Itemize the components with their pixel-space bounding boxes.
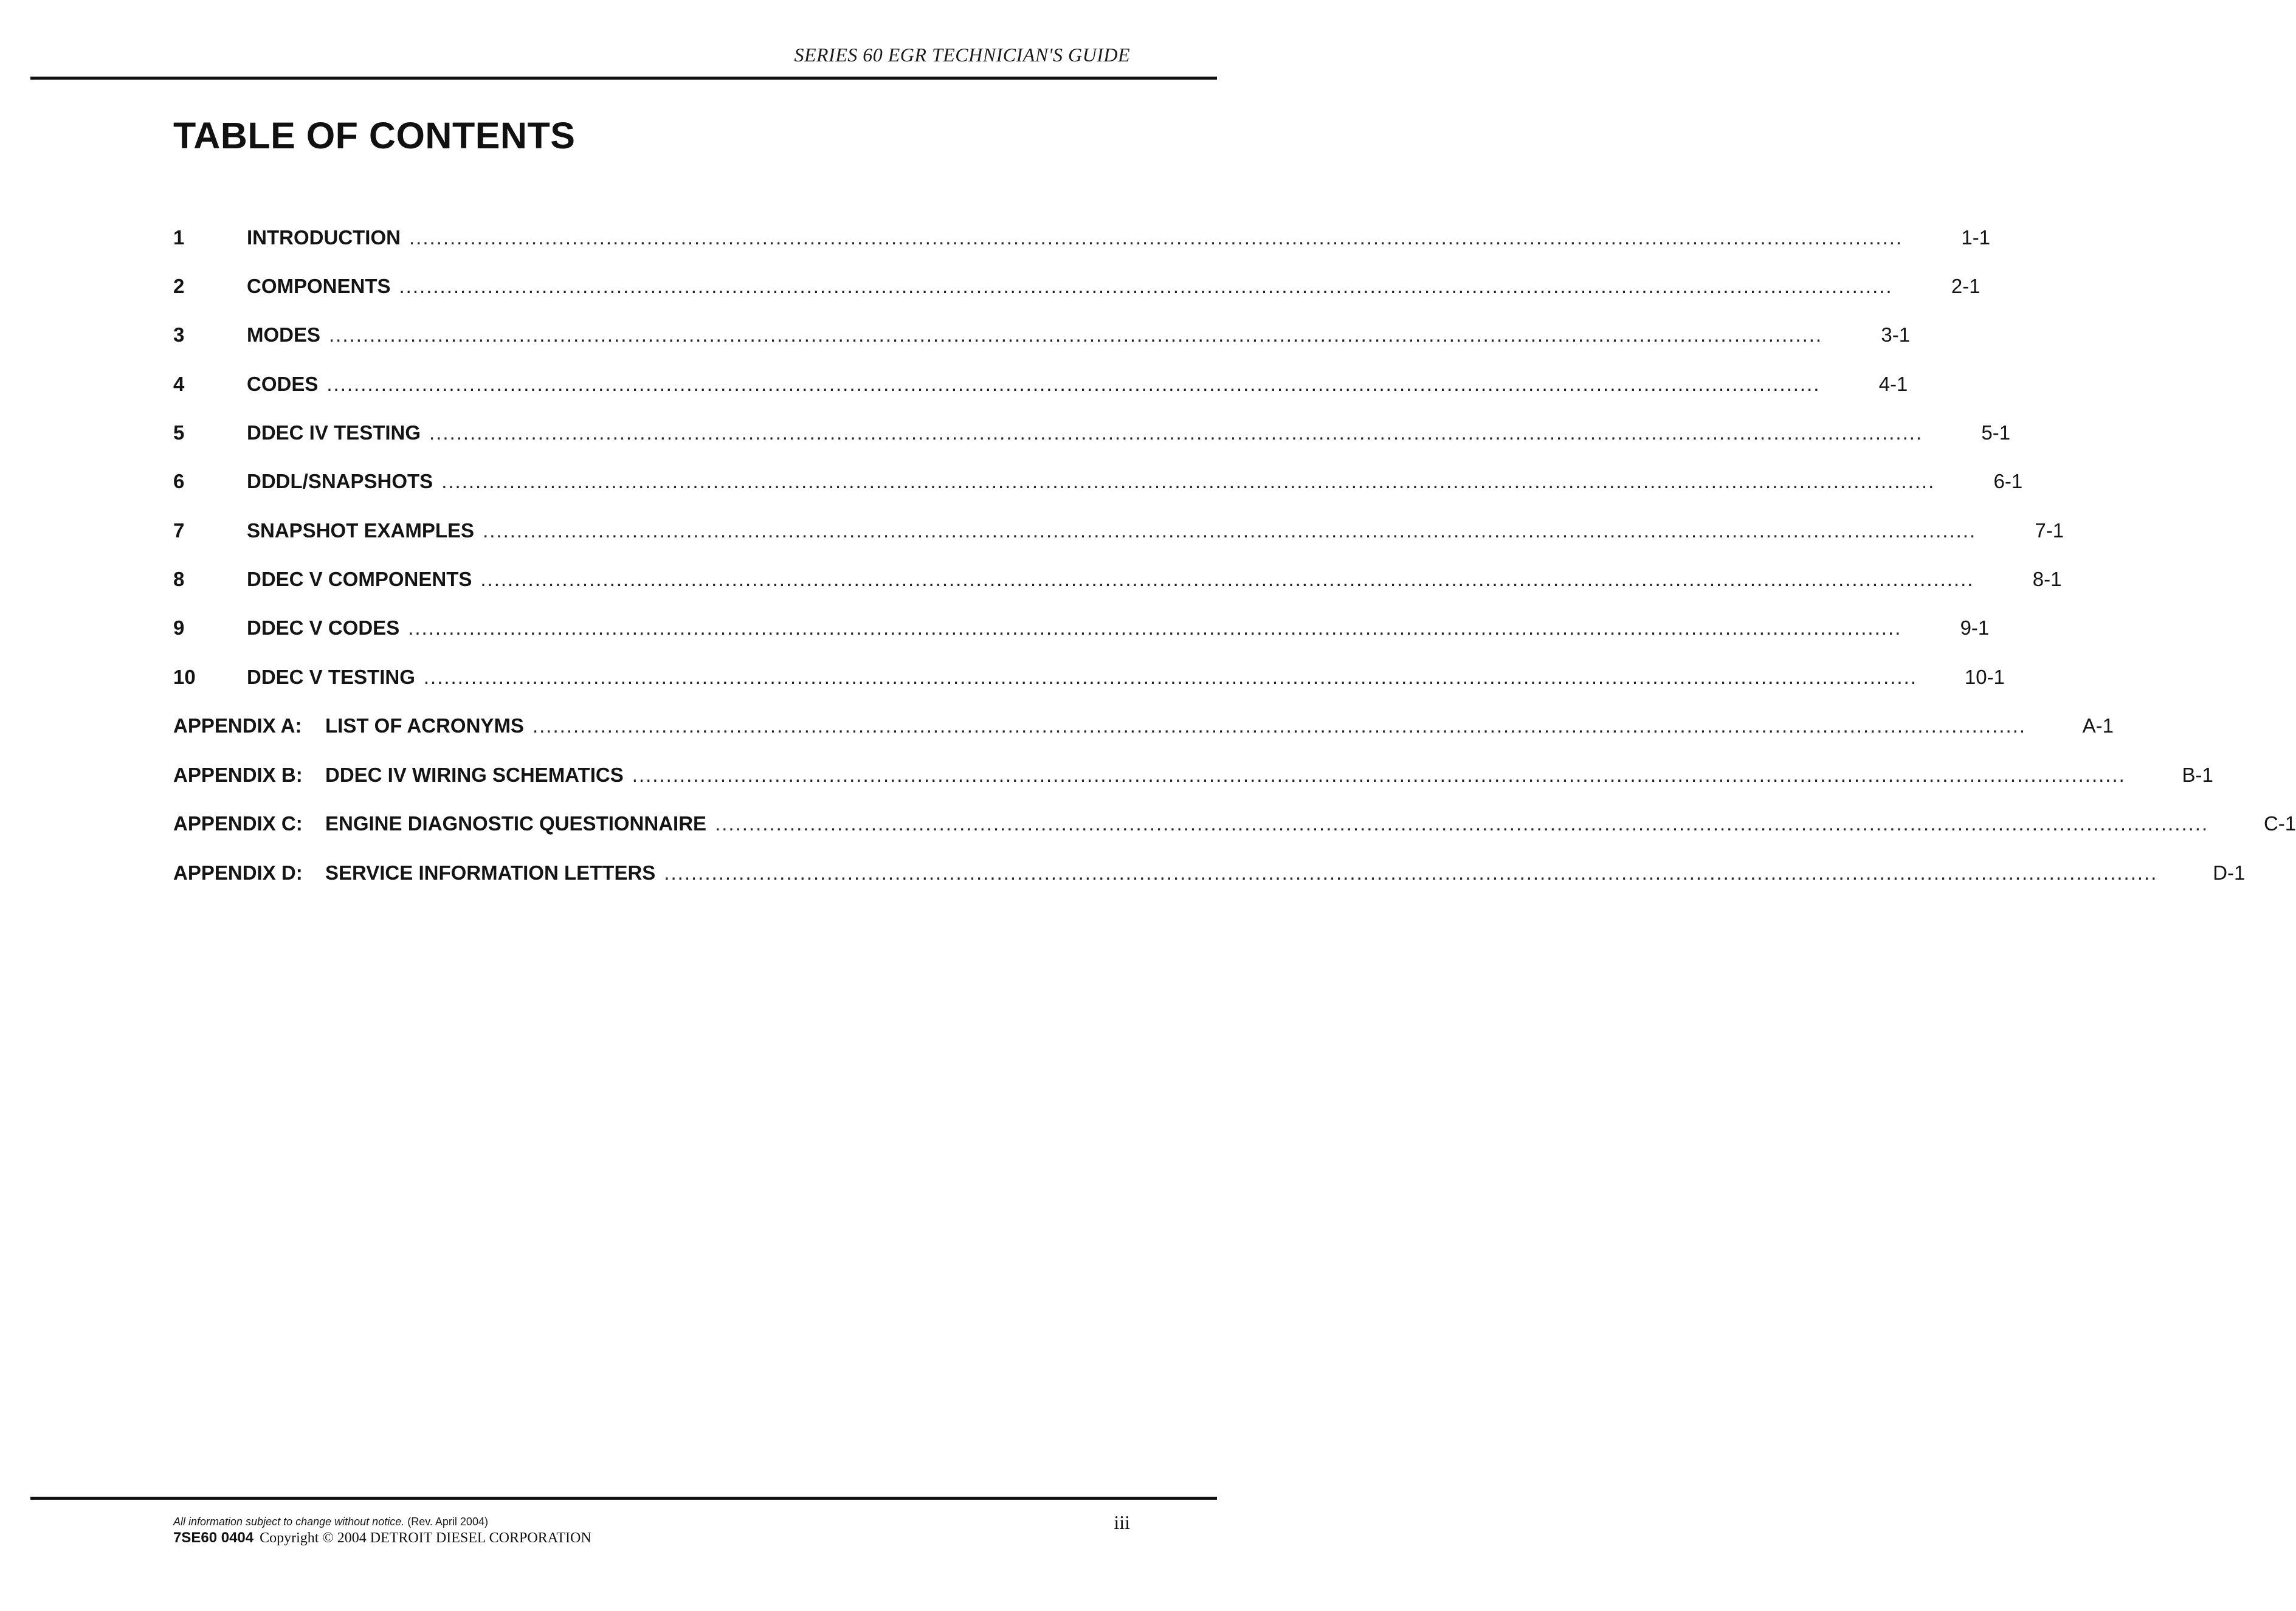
toc-entry-introduction[interactable] (173, 226, 1991, 257)
toc-entry-page: 9-1 (1960, 616, 1990, 639)
toc-entry-title: DDEC IV TESTING (247, 421, 421, 444)
toc-entry-number: 5 (173, 421, 185, 444)
toc-entry-appendix-a[interactable] (173, 714, 2114, 745)
toc-entry-dddl-snapshots[interactable] (173, 470, 2023, 500)
toc-entry-page: C-1 (2263, 812, 2296, 835)
toc-entry-page: 5-1 (1981, 421, 2011, 444)
toc-entry-appendix-d[interactable] (173, 861, 2246, 892)
toc-entry-snapshot-examples[interactable] (173, 519, 2064, 550)
dot-leader: ............................................................................................................................................................................................................................ (441, 470, 1936, 492)
toc-entry-title: COMPONENTS (247, 275, 391, 297)
toc-entry-ddec-v-codes[interactable] (173, 616, 1990, 647)
footer-revision: (Rev. April 2004) (407, 1516, 488, 1528)
toc-entry-components[interactable] (173, 275, 1981, 305)
toc-entry-title: DDDL/SNAPSHOTS (247, 470, 433, 492)
toc-entry-page: 7-1 (2035, 519, 2064, 542)
toc-entry-modes[interactable] (173, 323, 1911, 354)
toc-entry-title: DDEC V CODES (247, 616, 400, 639)
toc-entry-ddec-v-components[interactable] (173, 568, 2062, 598)
toc-entry-number: 2 (173, 275, 185, 297)
toc-entry-number: 10 (173, 666, 196, 688)
toc-entry-number: 1 (173, 226, 185, 249)
toc-entry-title: CODES (247, 373, 319, 395)
footer-notice-text: All information subject to change without notice. (173, 1516, 405, 1528)
toc-entry-page: 2-1 (1951, 275, 1981, 297)
toc-entry-page: A-1 (2082, 714, 2114, 737)
toc-entry-page: 8-1 (2032, 568, 2062, 590)
dot-leader: ............................................................................................................................................................................................................................ (429, 421, 1923, 444)
toc-entry-number: APPENDIX A: (173, 714, 302, 737)
toc-entry-page: 3-1 (1881, 323, 1911, 346)
toc-entry-title: LIST OF ACRONYMS (325, 714, 524, 737)
toc-entry-title: DDEC V TESTING (247, 666, 415, 688)
toc-entry-title: ENGINE DIAGNOSTIC QUESTIONNAIRE (325, 812, 707, 835)
toc-entry-number: 7 (173, 519, 185, 542)
dot-leader: ............................................................................................................................................................................................................................ (632, 764, 2126, 786)
header-rule (30, 77, 1217, 80)
dot-leader: ............................................................................................................................................................................................................................ (409, 226, 1903, 249)
toc-entry-appendix-b[interactable] (173, 764, 2213, 794)
dot-leader: ............................................................................................................................................................................................................................ (532, 714, 2027, 737)
dot-leader: ............................................................................................................................................................................................................................ (329, 323, 1823, 346)
toc-entry-title: DDEC V COMPONENTS (247, 568, 472, 590)
doc-code: 7SE60 0404 (173, 1530, 254, 1546)
toc-entry-number: 9 (173, 616, 185, 639)
toc-entry-number: 6 (173, 470, 185, 492)
toc-entry-codes[interactable] (173, 373, 1908, 403)
dot-leader: ............................................................................................................................................................................................................................ (480, 568, 1974, 590)
toc-entry-number: APPENDIX C: (173, 812, 303, 835)
toc-entry-ddec-iv-testing[interactable] (173, 421, 2011, 452)
toc-entry-appendix-c[interactable] (173, 812, 2296, 843)
page-number: iii (1114, 1511, 1130, 1533)
toc-entry-page: 10-1 (1964, 666, 2005, 688)
page-title: TABLE OF CONTENTS (173, 115, 576, 156)
toc-entry-page: B-1 (2182, 764, 2213, 786)
dot-leader: ............................................................................................................................................................................................................................ (326, 373, 1821, 395)
toc-entry-number: APPENDIX B: (173, 764, 303, 786)
running-head-title: SERIES 60 EGR TECHNICIAN'S GUIDE (794, 44, 1130, 66)
toc-entry-title: MODES (247, 323, 321, 346)
toc-entry-number: APPENDIX D: (173, 861, 303, 884)
toc-entry-title: INTRODUCTION (247, 226, 401, 249)
toc-entry-page: 6-1 (1993, 470, 2023, 492)
dot-leader: ............................................................................................................................................................................................................................ (423, 666, 1917, 688)
footer-rule (30, 1497, 1217, 1500)
footer-notice (173, 1516, 488, 1528)
toc-entry-page: 4-1 (1878, 373, 1908, 395)
toc-entry-title: DDEC IV WIRING SCHEMATICS (325, 764, 624, 786)
dot-leader: ............................................................................................................................................................................................................................ (715, 812, 2209, 835)
dot-leader: ............................................................................................................................................................................................................................ (399, 275, 1893, 297)
toc-entry-number: 4 (173, 373, 185, 395)
toc-entry-page: 1-1 (1961, 226, 1991, 249)
toc-entry-number: 8 (173, 568, 185, 590)
footer-code-line (173, 1530, 591, 1547)
toc-entry-page: D-1 (2213, 861, 2246, 884)
toc-entry-title: SERVICE INFORMATION LETTERS (325, 861, 656, 884)
dot-leader: ............................................................................................................................................................................................................................ (483, 519, 1977, 542)
dot-leader: ............................................................................................................................................................................................................................ (664, 861, 2158, 884)
toc-entry-number: 3 (173, 323, 185, 346)
dot-leader: ............................................................................................................................................................................................................................ (408, 616, 1902, 639)
toc-entry-ddec-v-testing[interactable] (173, 666, 2005, 696)
toc-entry-title: SNAPSHOT EXAMPLES (247, 519, 475, 542)
copyright-text: Copyright © 2004 DETROIT DIESEL CORPORATION (260, 1530, 591, 1546)
